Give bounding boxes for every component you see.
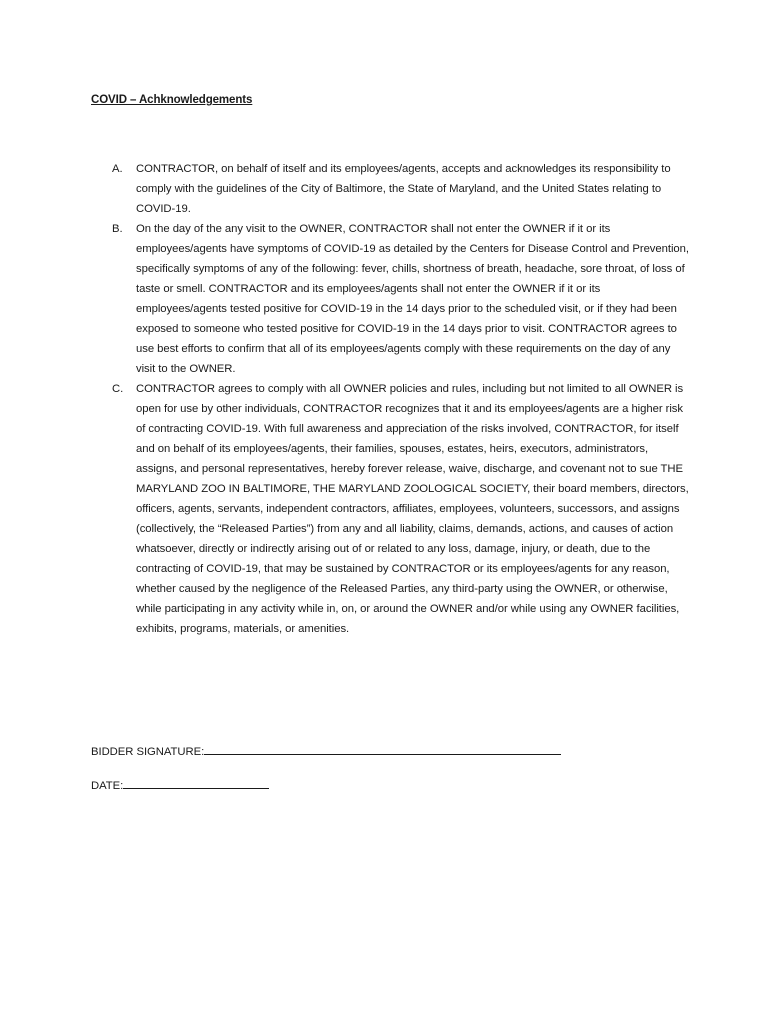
bidder-signature-label: BIDDER SIGNATURE:	[91, 746, 205, 758]
date-label: DATE:	[91, 780, 124, 792]
date-field[interactable]	[123, 778, 269, 789]
list-marker: B.	[112, 223, 123, 235]
acknowledgement-text: CONTRACTOR agrees to comply with all OWNER policies and rules, including but not limited to all OWNER is open for use by other individuals, CONTRACTOR recognizes that it and its employees/agents are a higher risk of contracting COVID-19. With full awareness and appreciation of the risks involved, CONTRACTOR, for itself and on behalf of its employees/agents, their families, spouses, estates, heirs, executors, administrators, assigns, and personal representatives, hereby forever release, waive, discharge, and covenant not to sue THE MARYLAND ZOO IN BALTIMORE, THE MARYLAND ZOOLOGICAL SOCIETY, their board members, directors, officers, agents, servants, independent contractors, affiliates, employees, volunteers, successors, and assigns (collectively, the “Released Parties”) from any and all liability, claims, demands, actions, and causes of action whatsoever, directly or indirectly arising out of or related to any loss, damage, injury, or death, due to the contracting of COVID-19, that may be sustained by CONTRACTOR or its employees/agents for any reason, whether caused by the negligence of the Released Parties, any third-party using the OWNER, or otherwise, while participating in any activity while in, on, or around the OWNER and/or while using any OWNER facilities, exhibits, programs, materials, or amenities.	[136, 383, 689, 635]
acknowledgement-text: CONTRACTOR, on behalf of itself and its employees/agents, accepts and acknowledges its responsibility to comply with the guidelines of the City of Baltimore, the State of Maryland, and the United States relating to COVID-19.	[136, 163, 671, 215]
acknowledgement-item-c	[112, 379, 692, 639]
acknowledgement-text: On the day of the any visit to the OWNER, CONTRACTOR shall not enter the OWNER if it or its employees/agents have symptoms of COVID-19 as detailed by the Centers for Disease Control and Prevention, specifically symptoms of any of the following: fever, chills, shortness of breath, headache, sore throat, of loss of taste or smell. CONTRACTOR and its employees/agents shall not enter the OWNER if it or its employees/agents tested positive for COVID-19 in the 14 days prior to the scheduled visit, or if they had been exposed to someone who tested positive for COVID-19 in the 14 days prior to visit. CONTRACTOR agrees to use best efforts to confirm that all of its employees/agents comply with these requirements on the day of any visit to the OWNER.	[136, 223, 689, 375]
list-marker: A.	[112, 163, 123, 175]
acknowledgement-list	[112, 159, 692, 639]
bidder-signature-field[interactable]	[204, 744, 561, 755]
page-title: COVID – Achknowledgements	[91, 94, 253, 106]
list-marker: C.	[112, 383, 124, 395]
date-row	[91, 778, 269, 792]
acknowledgement-item-a	[112, 159, 692, 219]
bidder-signature-row	[91, 744, 561, 758]
acknowledgement-item-b	[112, 219, 692, 379]
